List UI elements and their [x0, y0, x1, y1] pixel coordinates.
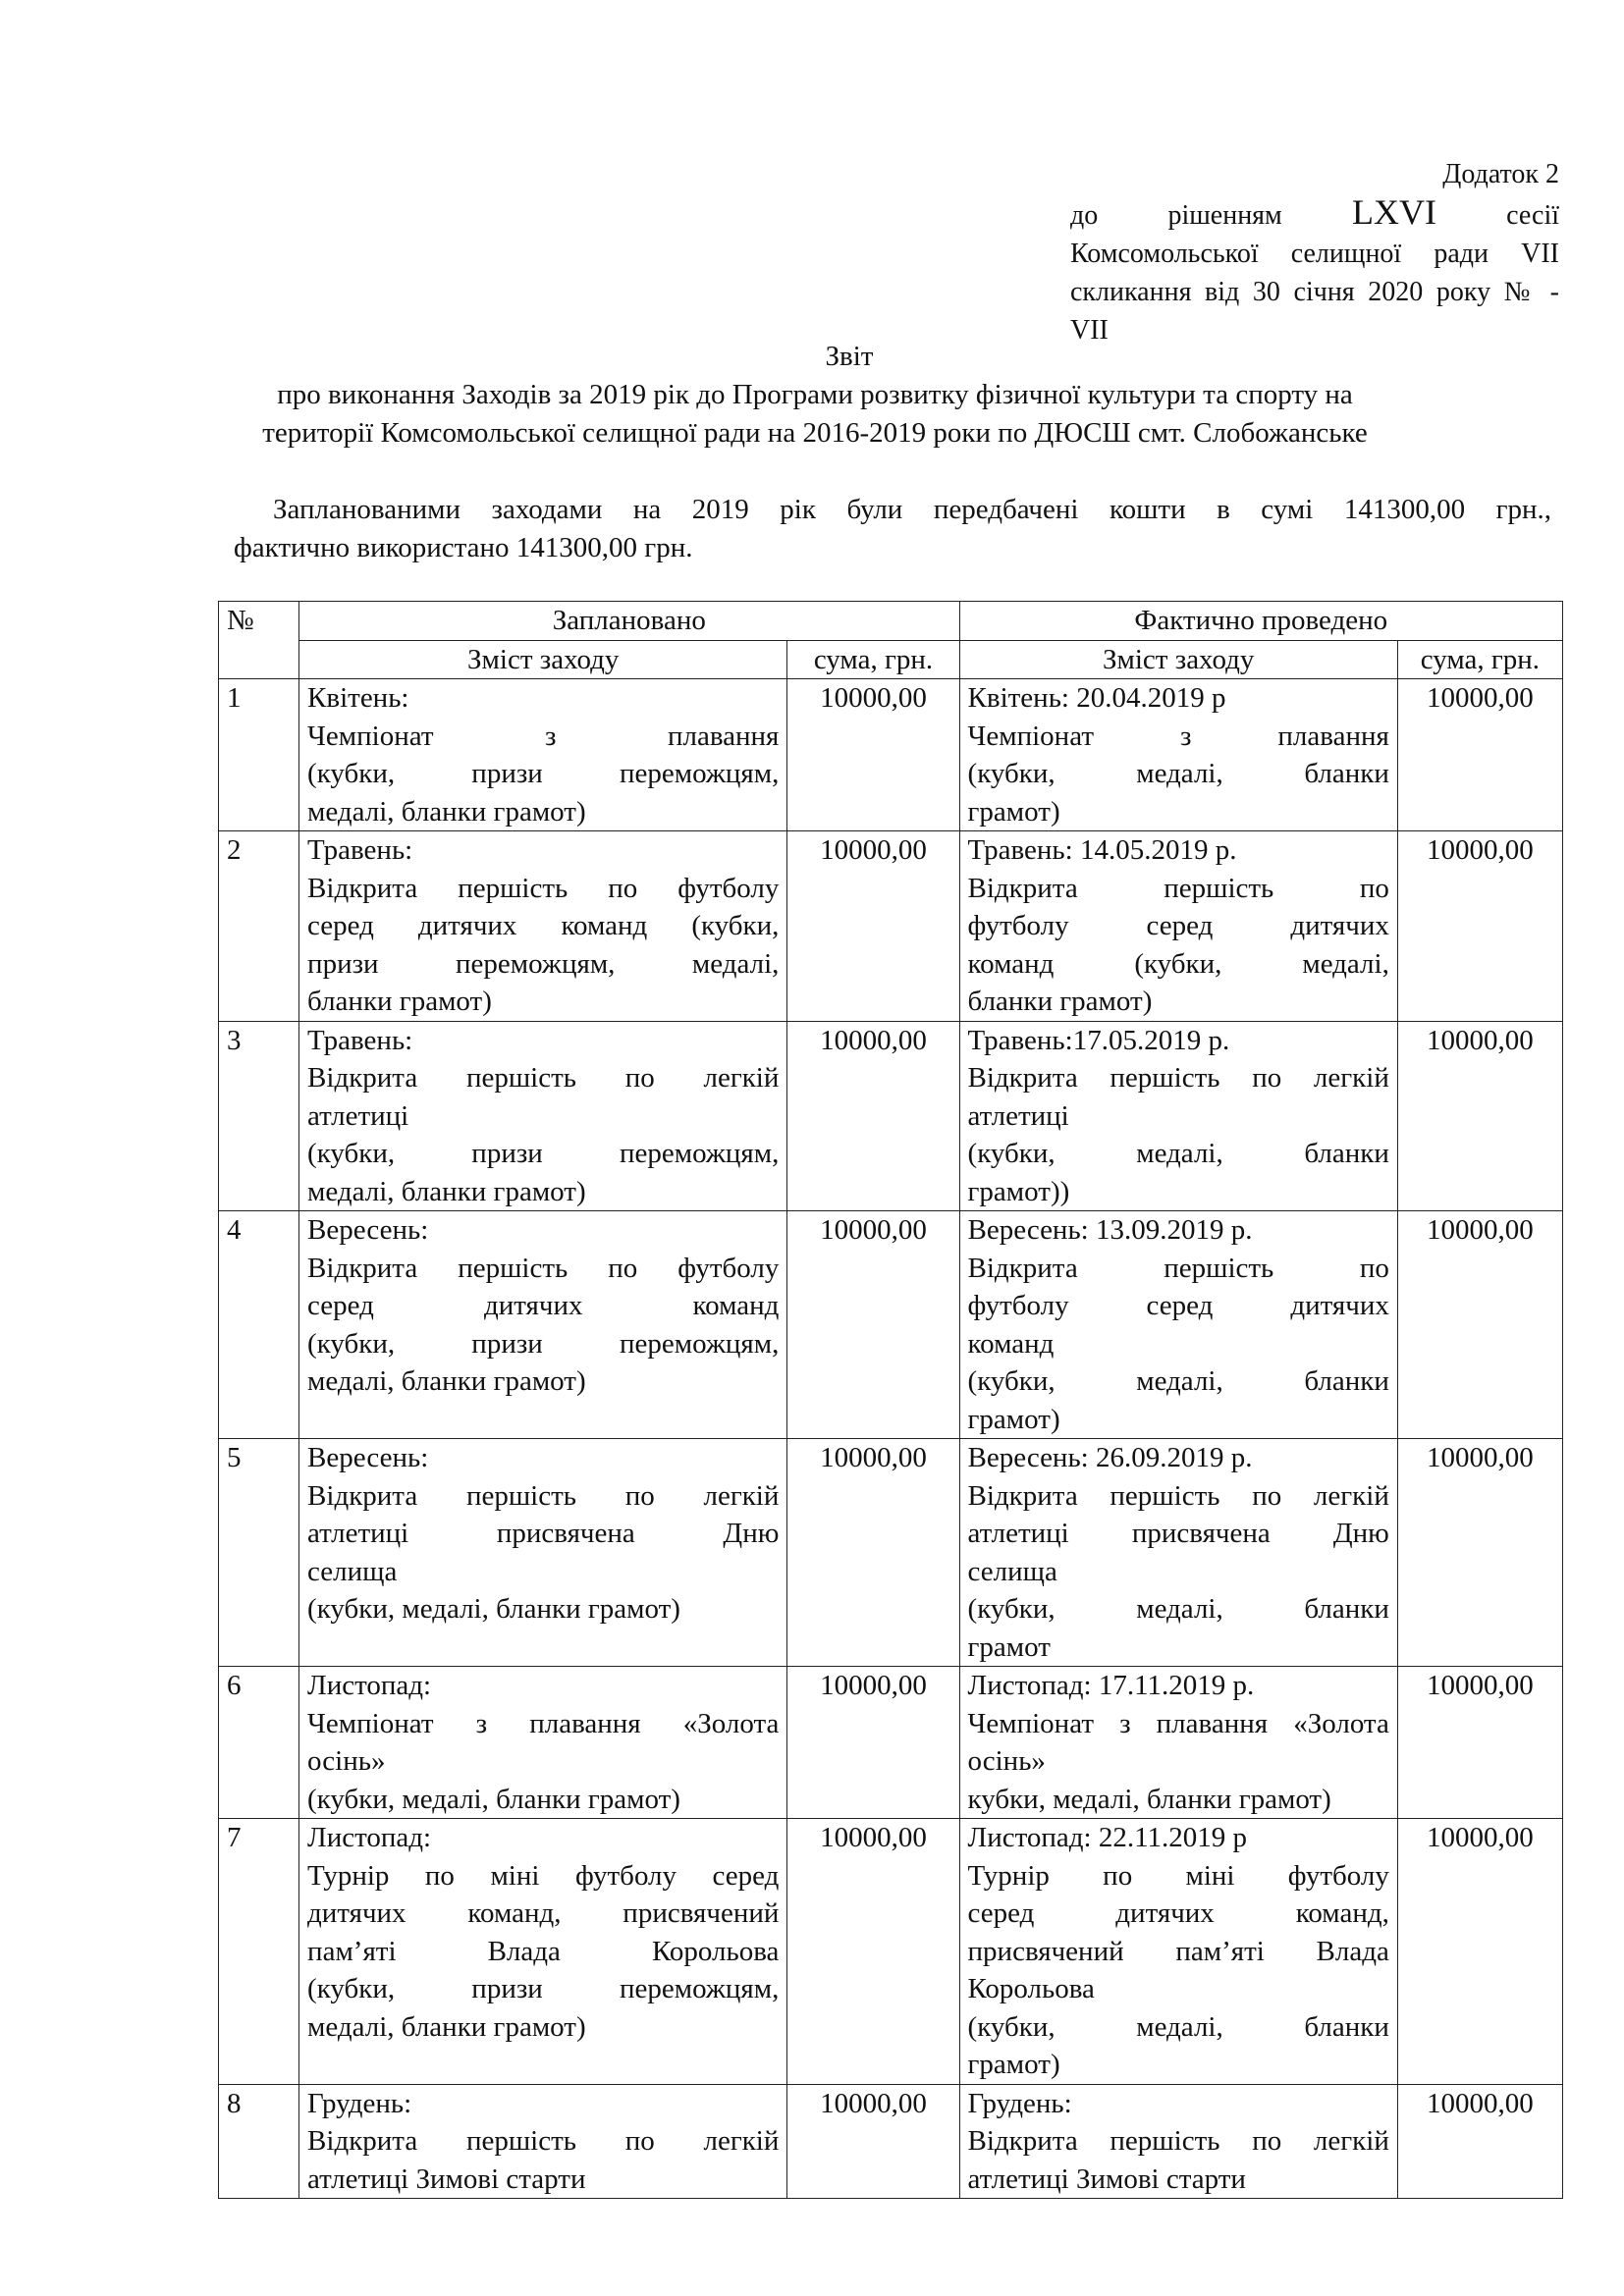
actual-content-line: футболу серед дитячих [967, 910, 1389, 941]
planned-content-line: (кубки, призи переможцям, [307, 1973, 780, 2004]
appendix-block [1070, 155, 1559, 349]
planned-content-line: серед дитячих команд (кубки, [307, 910, 780, 941]
planned-content-line: Турнір по міні футболу серед [307, 1859, 780, 1892]
actual-content-line: Грудень: [967, 2087, 1072, 2119]
actual-content [959, 1819, 1397, 2085]
actual-content-line: Листопад: 17.11.2019 р. [967, 1670, 1255, 1701]
planned-content-line: Листопад: [307, 1670, 432, 1701]
actual-content-line: присвячений пам’яті Влада [967, 1935, 1389, 1967]
actual-content-line: кубки, медалі, бланки грамот) [967, 1783, 1331, 1815]
planned-content-line: дитячих команд, присвячений [307, 1897, 780, 1929]
header-planned: Заплановано [299, 602, 959, 641]
table-row [219, 2084, 1563, 2199]
planned-content-line: (кубки, медалі, бланки грамот) [307, 1783, 680, 1815]
report-table-body [219, 679, 1563, 2199]
actual-content-line: Корольова [967, 1973, 1095, 2004]
actual-content-line: Відкрита першість по [967, 872, 1389, 904]
actual-content-line: Відкрита першість по легкій [967, 2125, 1389, 2157]
planned-content-line: Грудень: [307, 2087, 412, 2119]
actual-content-line: Вересень: 26.09.2019 р. [967, 1442, 1253, 1473]
actual-sum: 10000,00 [1397, 1439, 1562, 1667]
appendix-line-1: Додаток 2 [1442, 159, 1559, 189]
session-number: LXVI [1351, 192, 1436, 232]
planned-content-line: медалі, бланки грамот) [307, 1175, 586, 1207]
planned-content-line: пам’яті Влада Корольова [307, 1935, 780, 1967]
row-number: 4 [219, 1211, 299, 1439]
planned-content-line: Чемпіонат з плавання «Золота [307, 1707, 780, 1739]
header-actual: Фактично проведено [959, 602, 1562, 641]
actual-content-line: грамот) [967, 2049, 1060, 2080]
actual-content-line: Чемпіонат з плавання [967, 720, 1389, 752]
table-row [219, 831, 1563, 1022]
table-row [219, 1439, 1563, 1667]
actual-content [959, 831, 1397, 1022]
actual-content [959, 1021, 1397, 1211]
report-table [218, 601, 1563, 2199]
planned-content-line: (кубки, призи переможцям, [307, 1327, 780, 1360]
planned-content-line: Травень: [307, 834, 413, 866]
actual-content-line: команд (кубки, медалі, [967, 947, 1389, 980]
actual-content-line: Вересень: 13.09.2019 р. [967, 1214, 1253, 1246]
planned-content-line: осінь» [307, 1745, 386, 1777]
appendix-line-2 [1070, 193, 1559, 235]
planned-content-line: медалі, бланки грамот) [307, 795, 586, 828]
planned-content-line: (кубки, призи переможцям, [307, 1138, 780, 1169]
actual-content-line: футболу серед дитячих [967, 1290, 1389, 1321]
actual-content-line: Відкрита першість по [967, 1252, 1389, 1284]
planned-content-line: Відкрита першість по футболу [307, 1252, 780, 1284]
actual-content-line: бланки грамот) [967, 986, 1153, 1017]
planned-sum: 10000,00 [787, 831, 959, 1022]
planned-sum: 10000,00 [787, 1439, 959, 1667]
header-num: № [219, 602, 299, 679]
actual-content-line: атлетиці присвячена Дню [967, 1518, 1389, 1549]
appendix-line-2-d: сесії [1506, 200, 1560, 231]
header-fact-sum: сума, грн. [1397, 640, 1562, 679]
table-row [219, 1819, 1563, 2085]
appendix-line-2-a: до [1070, 200, 1099, 231]
planned-content [299, 679, 787, 831]
actual-content-line: Травень:17.05.2019 р. [967, 1024, 1230, 1056]
intro-line-2: фактично використано 141300,00 грн. [234, 532, 693, 563]
appendix-line-5: VII [1070, 315, 1109, 346]
report-title [196, 338, 1434, 453]
intro-paragraph [234, 491, 1551, 567]
actual-content [959, 1667, 1397, 1819]
planned-content-line: медалі, бланки грамот) [307, 1365, 586, 1397]
actual-content-line: команд [967, 1327, 1055, 1360]
actual-content-line: (кубки, медалі, бланки [967, 1593, 1389, 1625]
planned-sum: 10000,00 [787, 1211, 959, 1439]
actual-content-line: грамот)) [967, 1175, 1070, 1207]
planned-content [299, 1211, 787, 1439]
intro-line-1: Запланованими заходами на 2019 рік були передбачені кошти в сумі 141300,00 грн., [273, 494, 1551, 525]
report-title-line-3: території Комсомольської селищної ради на 2016-2019 роки по ДЮСШ смт. Слобожанське [262, 417, 1368, 449]
appendix-line-2-b: рішенням [1167, 200, 1282, 231]
actual-content-line: Чемпіонат з плавання «Золота [967, 1707, 1389, 1739]
actual-content-line: (кубки, медалі, бланки [967, 1365, 1389, 1397]
planned-content-line: Чемпіонат з плавання [307, 720, 780, 752]
actual-content-line: Травень: 14.05.2019 р. [967, 834, 1237, 866]
actual-content-line: (кубки, медалі, бланки [967, 758, 1389, 789]
report-title-line-2: про виконання Заходів за 2019 рік до Програми розвитку фізичної культури та спорту на [277, 379, 1353, 410]
row-number: 8 [219, 2084, 299, 2199]
planned-content-line: бланки грамот) [307, 986, 492, 1017]
planned-content-line: атлетиці присвячена Дню [307, 1518, 780, 1549]
actual-content-line: атлетиці Зимові старти [967, 2163, 1246, 2195]
row-number: 7 [219, 1819, 299, 2085]
report-title-heading: Звіт [825, 341, 874, 372]
planned-content-line: Вересень: [307, 1214, 429, 1246]
actual-sum: 10000,00 [1397, 831, 1562, 1022]
actual-content-line: грамот [967, 1630, 1051, 1663]
actual-sum: 10000,00 [1397, 2084, 1562, 2199]
actual-content-line: Листопад: 22.11.2019 р [967, 1822, 1248, 1853]
planned-content-line: атлетиці Зимові старти [307, 2163, 586, 2195]
table-row [219, 1021, 1563, 1211]
actual-content-line: атлетиці [967, 1099, 1069, 1132]
planned-content [299, 1439, 787, 1667]
header-plan-content: Зміст заходу [299, 640, 787, 679]
planned-content-line: Квітень: [307, 682, 409, 714]
row-number: 5 [219, 1439, 299, 1667]
planned-content-line: Відкрита першість по футболу [307, 872, 780, 904]
actual-sum: 10000,00 [1397, 1819, 1562, 2085]
planned-content [299, 1819, 787, 2085]
planned-content-line: Відкрита першість по легкій [307, 1479, 780, 1512]
planned-content-line: Відкрита першість по легкій [307, 2125, 780, 2157]
planned-content-line: Вересень: [307, 1442, 429, 1473]
table-row [219, 679, 1563, 831]
planned-content-line: селища [307, 1555, 398, 1587]
actual-content-line: (кубки, медалі, бланки [967, 1138, 1389, 1169]
actual-content-line: Відкрита першість по легкій [967, 1062, 1389, 1094]
actual-content-line: осінь» [967, 1745, 1046, 1777]
planned-content-line: призи переможцям, медалі, [307, 947, 780, 980]
table-row [219, 1211, 1563, 1439]
actual-content-line: (кубки, медалі, бланки [967, 2010, 1389, 2043]
planned-sum: 10000,00 [787, 1021, 959, 1211]
planned-content-line: Листопад: [307, 1822, 432, 1853]
actual-sum: 10000,00 [1397, 1211, 1562, 1439]
row-number: 6 [219, 1667, 299, 1819]
planned-content-line: серед дитячих команд [307, 1290, 780, 1321]
header-fact-content: Зміст заходу [959, 640, 1397, 679]
actual-sum: 10000,00 [1397, 679, 1562, 831]
appendix-line-4: скликання від 30 січня 2020 року № - [1070, 277, 1559, 307]
actual-content [959, 1211, 1397, 1439]
actual-content-line: грамот) [967, 1403, 1060, 1435]
header-plan-sum: сума, грн. [787, 640, 959, 679]
actual-content-line: серед дитячих команд, [967, 1897, 1389, 1929]
planned-sum: 10000,00 [787, 1667, 959, 1819]
row-number: 2 [219, 831, 299, 1022]
actual-content [959, 1439, 1397, 1667]
actual-content-line: Турнір по міні футболу [967, 1859, 1389, 1892]
planned-content-line: атлетиці [307, 1099, 409, 1132]
planned-sum: 10000,00 [787, 2084, 959, 2199]
planned-content [299, 1021, 787, 1211]
planned-content [299, 2084, 787, 2199]
table-header-row-1 [219, 602, 1563, 641]
actual-sum: 10000,00 [1397, 1021, 1562, 1211]
actual-sum: 10000,00 [1397, 1667, 1562, 1819]
planned-content-line: (кубки, призи переможцям, [307, 758, 780, 789]
planned-content [299, 831, 787, 1022]
table-row [219, 1667, 1563, 1819]
actual-content-line: селища [967, 1555, 1057, 1587]
planned-sum: 10000,00 [787, 1819, 959, 2085]
actual-content-line: Квітень: 20.04.2019 р [967, 682, 1226, 714]
planned-content [299, 1667, 787, 1819]
planned-content-line: Відкрита першість по легкій [307, 1062, 780, 1094]
row-number: 1 [219, 679, 299, 831]
actual-content [959, 2084, 1397, 2199]
planned-content-line: медалі, бланки грамот) [307, 2010, 586, 2043]
row-number: 3 [219, 1021, 299, 1211]
actual-content-line: Відкрита першість по легкій [967, 1479, 1389, 1512]
planned-content-line: Травень: [307, 1024, 413, 1056]
planned-sum: 10000,00 [787, 679, 959, 831]
actual-content [959, 679, 1397, 831]
table-header-row-2 [219, 640, 1563, 679]
actual-content-line: грамот) [967, 795, 1060, 828]
planned-content-line: (кубки, медалі, бланки грамот) [307, 1593, 680, 1625]
appendix-line-3: Комсомольської селищної ради VII [1070, 239, 1559, 269]
